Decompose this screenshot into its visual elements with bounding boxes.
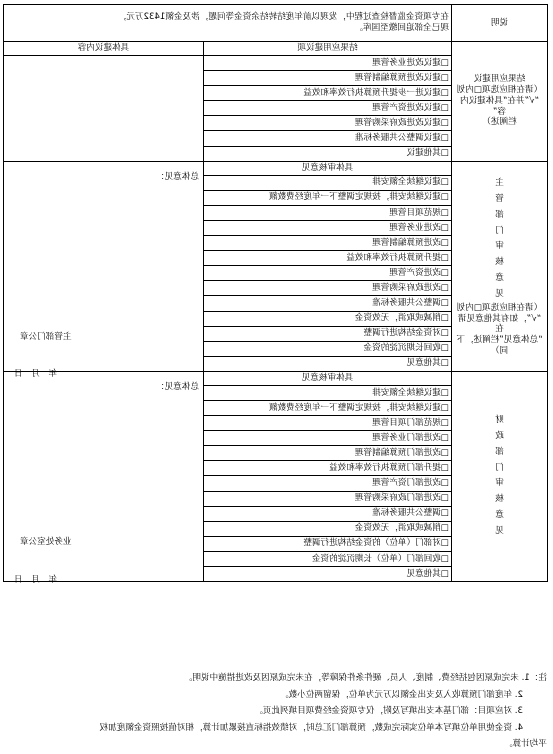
dept-label: [452, 161, 548, 371]
dept-label-char: 管: [495, 193, 504, 204]
results-item-checkbox[interactable]: □建议改进业务管理: [204, 56, 452, 71]
dept-label-char: 主: [495, 177, 504, 188]
finance-item-checkbox[interactable]: □其他意见: [204, 567, 452, 582]
results-item-checkbox[interactable]: □建议进一步提升预算执行效率和效益: [204, 86, 452, 101]
dept-col-header: 具体审核意见: [204, 161, 452, 175]
dept-date-label: 年 月 日: [14, 368, 57, 379]
finance-item-checkbox[interactable]: □对部门（单位）的资金结构进行调整: [204, 536, 452, 551]
finance-overall-label: 总体意见：: [156, 381, 199, 392]
results-header-row: [4, 42, 548, 56]
results-label-line3: “√”并在“具体建议内容”: [460, 95, 539, 117]
results-item-checkbox[interactable]: □建议改进资产管理: [204, 101, 452, 116]
finance-item-checkbox[interactable]: □改进部门预算编制管理: [204, 446, 452, 461]
dept-item-checkbox[interactable]: □改进预算编制管理: [204, 236, 452, 251]
finance-stamp-label: 业务处室公章: [20, 536, 72, 547]
dept-overall-opinion[interactable]: [4, 161, 204, 379]
footnote-line: 注：1. 未完成原因包括经费、制度、人员、硬件条件保障等，在未完成原因及改进措施中说明。: [183, 673, 547, 683]
evaluation-form-table: [3, 4, 548, 585]
finance-item-checkbox[interactable]: □建议继续安排，按规定调整下一年度经费数额: [204, 400, 452, 415]
footnote-line: 3. 对应项目：部门基本支出填写及附，仅专项资金经费项目填列此页。: [254, 706, 523, 716]
dept-label-char: 审: [495, 241, 504, 252]
finance-item-checkbox[interactable]: □改进部门政府采购管理: [204, 491, 452, 506]
finance-label: [452, 371, 548, 581]
dept-item-checkbox[interactable]: □建议继续全额安排: [204, 175, 452, 190]
finance-item-checkbox[interactable]: □改进部门资产管理: [204, 476, 452, 491]
finance-item-checkbox[interactable]: □改进部门业务管理: [204, 431, 452, 446]
results-label: [452, 42, 548, 162]
results-col-header-suggest: 结果应用建议项: [204, 42, 452, 56]
finance-label-char: 财: [495, 414, 504, 425]
finance-label-char: 意: [495, 510, 504, 521]
intro-text: [4, 5, 452, 42]
dept-label-char: 意: [495, 273, 504, 284]
intro-text-line1: 在专项资金监督检查过程中，发现以前年度结转结余资金等问题，涉及金额1432万元，: [117, 12, 449, 23]
finance-label-char: 部: [495, 446, 504, 457]
results-item-checkbox[interactable]: □建议调整公共服务标准: [204, 131, 452, 146]
finance-label-char: 审: [495, 478, 504, 489]
dept-item-checkbox[interactable]: □提升预算执行效率和效益: [204, 251, 452, 266]
results-item-checkbox[interactable]: □建议改进预算编制管理: [204, 71, 452, 86]
dept-stamp-label: 主管部门公章: [20, 331, 72, 342]
results-label-line1: 结果应用建议: [473, 74, 526, 85]
results-item-checkbox[interactable]: □建议改进政府采购管理: [204, 116, 452, 131]
dept-item-checkbox[interactable]: □改进政府采购管理: [204, 281, 452, 296]
dept-label-char: 见: [495, 289, 504, 300]
footnote-line: 平均计算。: [504, 739, 547, 749]
footnotes: [7, 670, 547, 753]
dept-item-checkbox[interactable]: □改进资产管理: [204, 266, 452, 281]
finance-date-label: 年 月 日: [14, 574, 57, 585]
results-content-area[interactable]: [4, 56, 204, 162]
dept-label-char: 部: [495, 209, 504, 220]
finance-item-checkbox[interactable]: □削减或取消，无效资金: [204, 521, 452, 536]
dept-item-checkbox[interactable]: □收回长期沉淀的资金: [204, 341, 452, 356]
dept-item-checkbox[interactable]: □规范项目管理: [204, 205, 452, 220]
finance-col-header: 具体审核意见: [204, 371, 452, 385]
dept-item-checkbox[interactable]: □其他意见: [204, 356, 452, 371]
finance-overall-opinion[interactable]: [4, 368, 204, 585]
results-label-line4: 栏阐述）: [482, 117, 517, 128]
finance-label-char: 见: [495, 526, 504, 537]
dept-label-char: 门: [495, 225, 504, 236]
dept-label-note-line1: （请在相应选项□内划: [456, 302, 543, 313]
intro-label: 说明: [452, 5, 548, 42]
finance-label-char: 政: [495, 430, 504, 441]
intro-text-line2: 现已全部追回缴至国库。: [354, 23, 449, 33]
finance-label-char: 门: [495, 462, 504, 473]
finance-item-checkbox[interactable]: □调整公共服务标准: [204, 506, 452, 521]
dept-item-checkbox[interactable]: □削减或取消，无效资金: [204, 311, 452, 326]
intro-row: [4, 5, 548, 42]
dept-item-checkbox[interactable]: □建议继续安排，按规定调整下一年度经费数额: [204, 190, 452, 205]
dept-label-char: 核: [495, 257, 504, 268]
footnote-line: 2. 年度部门预算收入及支出金额以万元为单位，保留两位小数。: [280, 689, 523, 700]
results-col-header-content: 具体建议内容: [4, 42, 204, 56]
dept-label-note-line3: “总体意见”栏阐述，下同）: [456, 335, 543, 356]
dept-item-checkbox[interactable]: □对资金结构进行调整: [204, 326, 452, 341]
dept-header-row: [4, 161, 548, 175]
footnote-line: 4. 资金使用单位填写本单位实际完成数，预算部门汇总时，对绩效指标直接累加计算，相对值按照资金额度加权: [99, 722, 523, 733]
dept-item-checkbox[interactable]: □改进业务管理: [204, 220, 452, 235]
finance-item-checkbox[interactable]: □建议继续全额安排: [204, 385, 452, 400]
results-label-line2: （请在相应选项□内划: [456, 85, 543, 96]
dept-overall-label: 总体意见：: [156, 171, 199, 182]
dept-item-checkbox[interactable]: □调整公共服务标准: [204, 296, 452, 311]
finance-item-checkbox[interactable]: □收回部门（单位）长期沉淀的资金: [204, 551, 452, 566]
finance-header-row: [4, 371, 548, 385]
dept-label-note-line2: “√”，如有其他意见请在: [457, 313, 542, 335]
finance-item-checkbox[interactable]: □提升部门预算执行效率和效益: [204, 461, 452, 476]
finance-item-checkbox[interactable]: □规范部门项目管理: [204, 416, 452, 431]
finance-label-char: 核: [495, 494, 504, 505]
results-item-checkbox[interactable]: □其他建议: [204, 146, 452, 161]
